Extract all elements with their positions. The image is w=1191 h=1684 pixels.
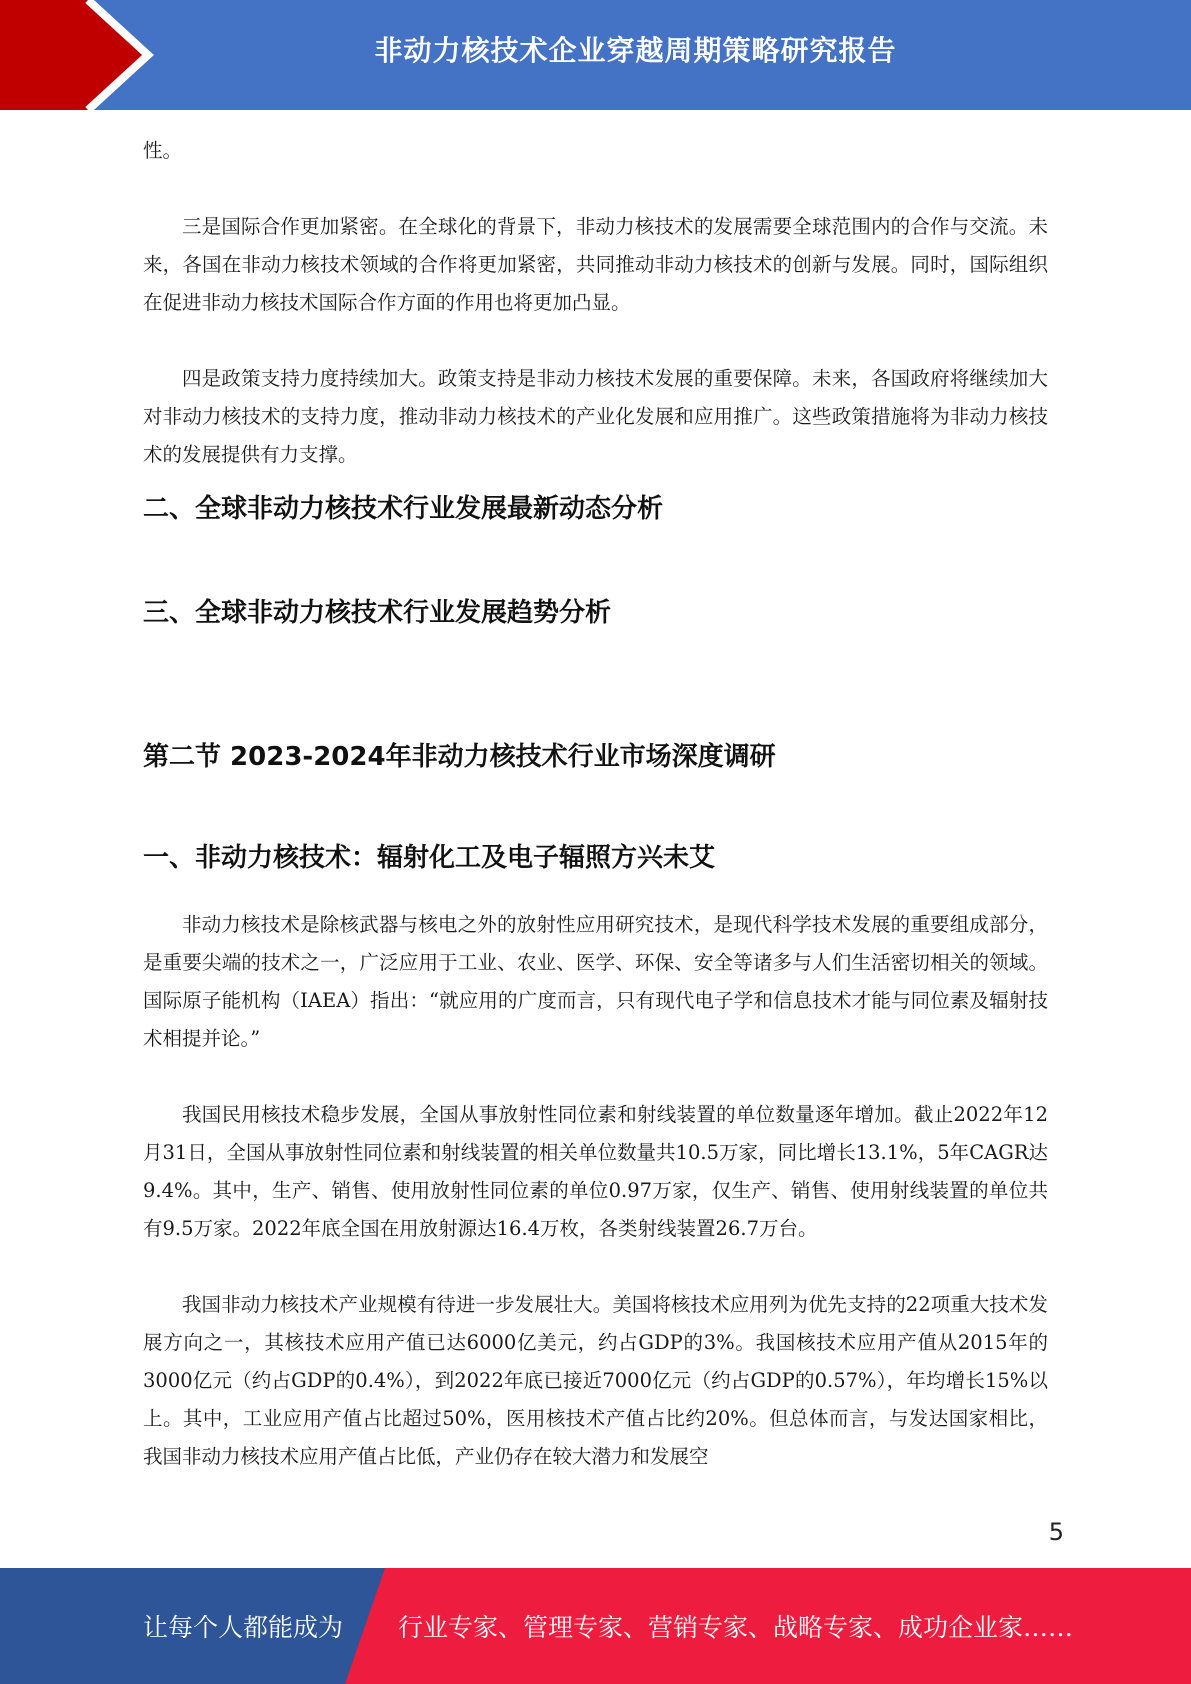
heading-section-two: 第二节 2023-2024年非动力核技术行业市场深度调研: [143, 742, 776, 772]
heading-non-power-nuclear-tech: 一、非动力核技术：辐射化工及电子辐照方兴未艾: [143, 843, 716, 873]
report-title: 非动力核技术企业穿越周期策略研究报告: [374, 34, 897, 67]
page-content: [143, 132, 1048, 1476]
paragraph-international-cooperation: 三是国际合作更加紧密。在全球化的背景下，非动力核技术的发展需要全球范围内的合作与交流。未来，各国在非动力核技术领域的合作将更加紧密，共同推动非动力核技术的创新与发展。同时，国际组织在促进非动力核技术国际合作方面的作用也将更加凸显。: [143, 215, 1048, 314]
paragraph-domestic-development: 我国民用核技术稳步发展，全国从事放射性同位素和射线装置的单位数量逐年增加。截止2022年12月31日，全国从事放射性同位素和射线装置的相关单位数量共10.5万家，同比增长13.1%，5年CAGR达9.4%。其中，生产、销售、使用放射性同位素的单位0.97万家，仅生产、销售、使用射线装置的单位共有9.5万家。2022年底全国在用放射源达16.4万枚，各类射线装置26.7万台。: [143, 1103, 1048, 1240]
footer-slogan-right: 行业专家、管理专家、营销专家、战略专家、成功企业家……: [398, 1613, 1074, 1642]
footer-slogan-left: 让每个人都能成为: [143, 1613, 344, 1642]
paragraph-policy-support: 四是政策支持力度持续加大。政策支持是非动力核技术发展的重要保障。未来，各国政府将继续加大对非动力核技术的支持力度，推动非动力核技术的产业化发展和应用推广。这些政策措施将为非动力核技术的发展提供有力支撑。: [143, 367, 1048, 466]
page-footer: [0, 1568, 1191, 1684]
heading-global-development-trends: 三、全球非动力核技术行业发展趋势分析: [143, 598, 612, 628]
page-number: 5: [1048, 1518, 1064, 1546]
header-chevron-decoration: [0, 0, 160, 110]
page-header: [0, 0, 1191, 110]
paragraph-continuation: 性。: [143, 139, 183, 162]
paragraph-definition: 非动力核技术是除核武器与核电之外的放射性应用研究技术，是现代科学技术发展的重要组成部分，是重要尖端的技术之一，广泛应用于工业、农业、医学、环保、安全等诸多与人们生活密切相关的领域。国际原子能机构（IAEA）指出：“就应用的广度而言，只有现代电子学和信息技术才能与同位素及辐射技术相提并论。”: [143, 913, 1048, 1050]
heading-global-latest-dynamics: 二、全球非动力核技术行业发展最新动态分析: [143, 494, 664, 524]
paragraph-industry-scale: 我国非动力核技术产业规模有待进一步发展壮大。美国将核技术应用列为优先支持的22项重大技术发展方向之一，其核技术应用产值已达6000亿美元，约占GDP的3%。我国核技术应用产值从2015年的3000亿元（约占GDP的0.4%），到2022年底已接近7000亿元（约占GDP的0.57%），年均增长15%以上。其中，工业应用产值占比超过50%，医用核技术产值占比约20%。但总体而言，与发达国家相比，我国非动力核技术应用产值占比低，产业仍存在较大潜力和发展空: [143, 1293, 1048, 1468]
